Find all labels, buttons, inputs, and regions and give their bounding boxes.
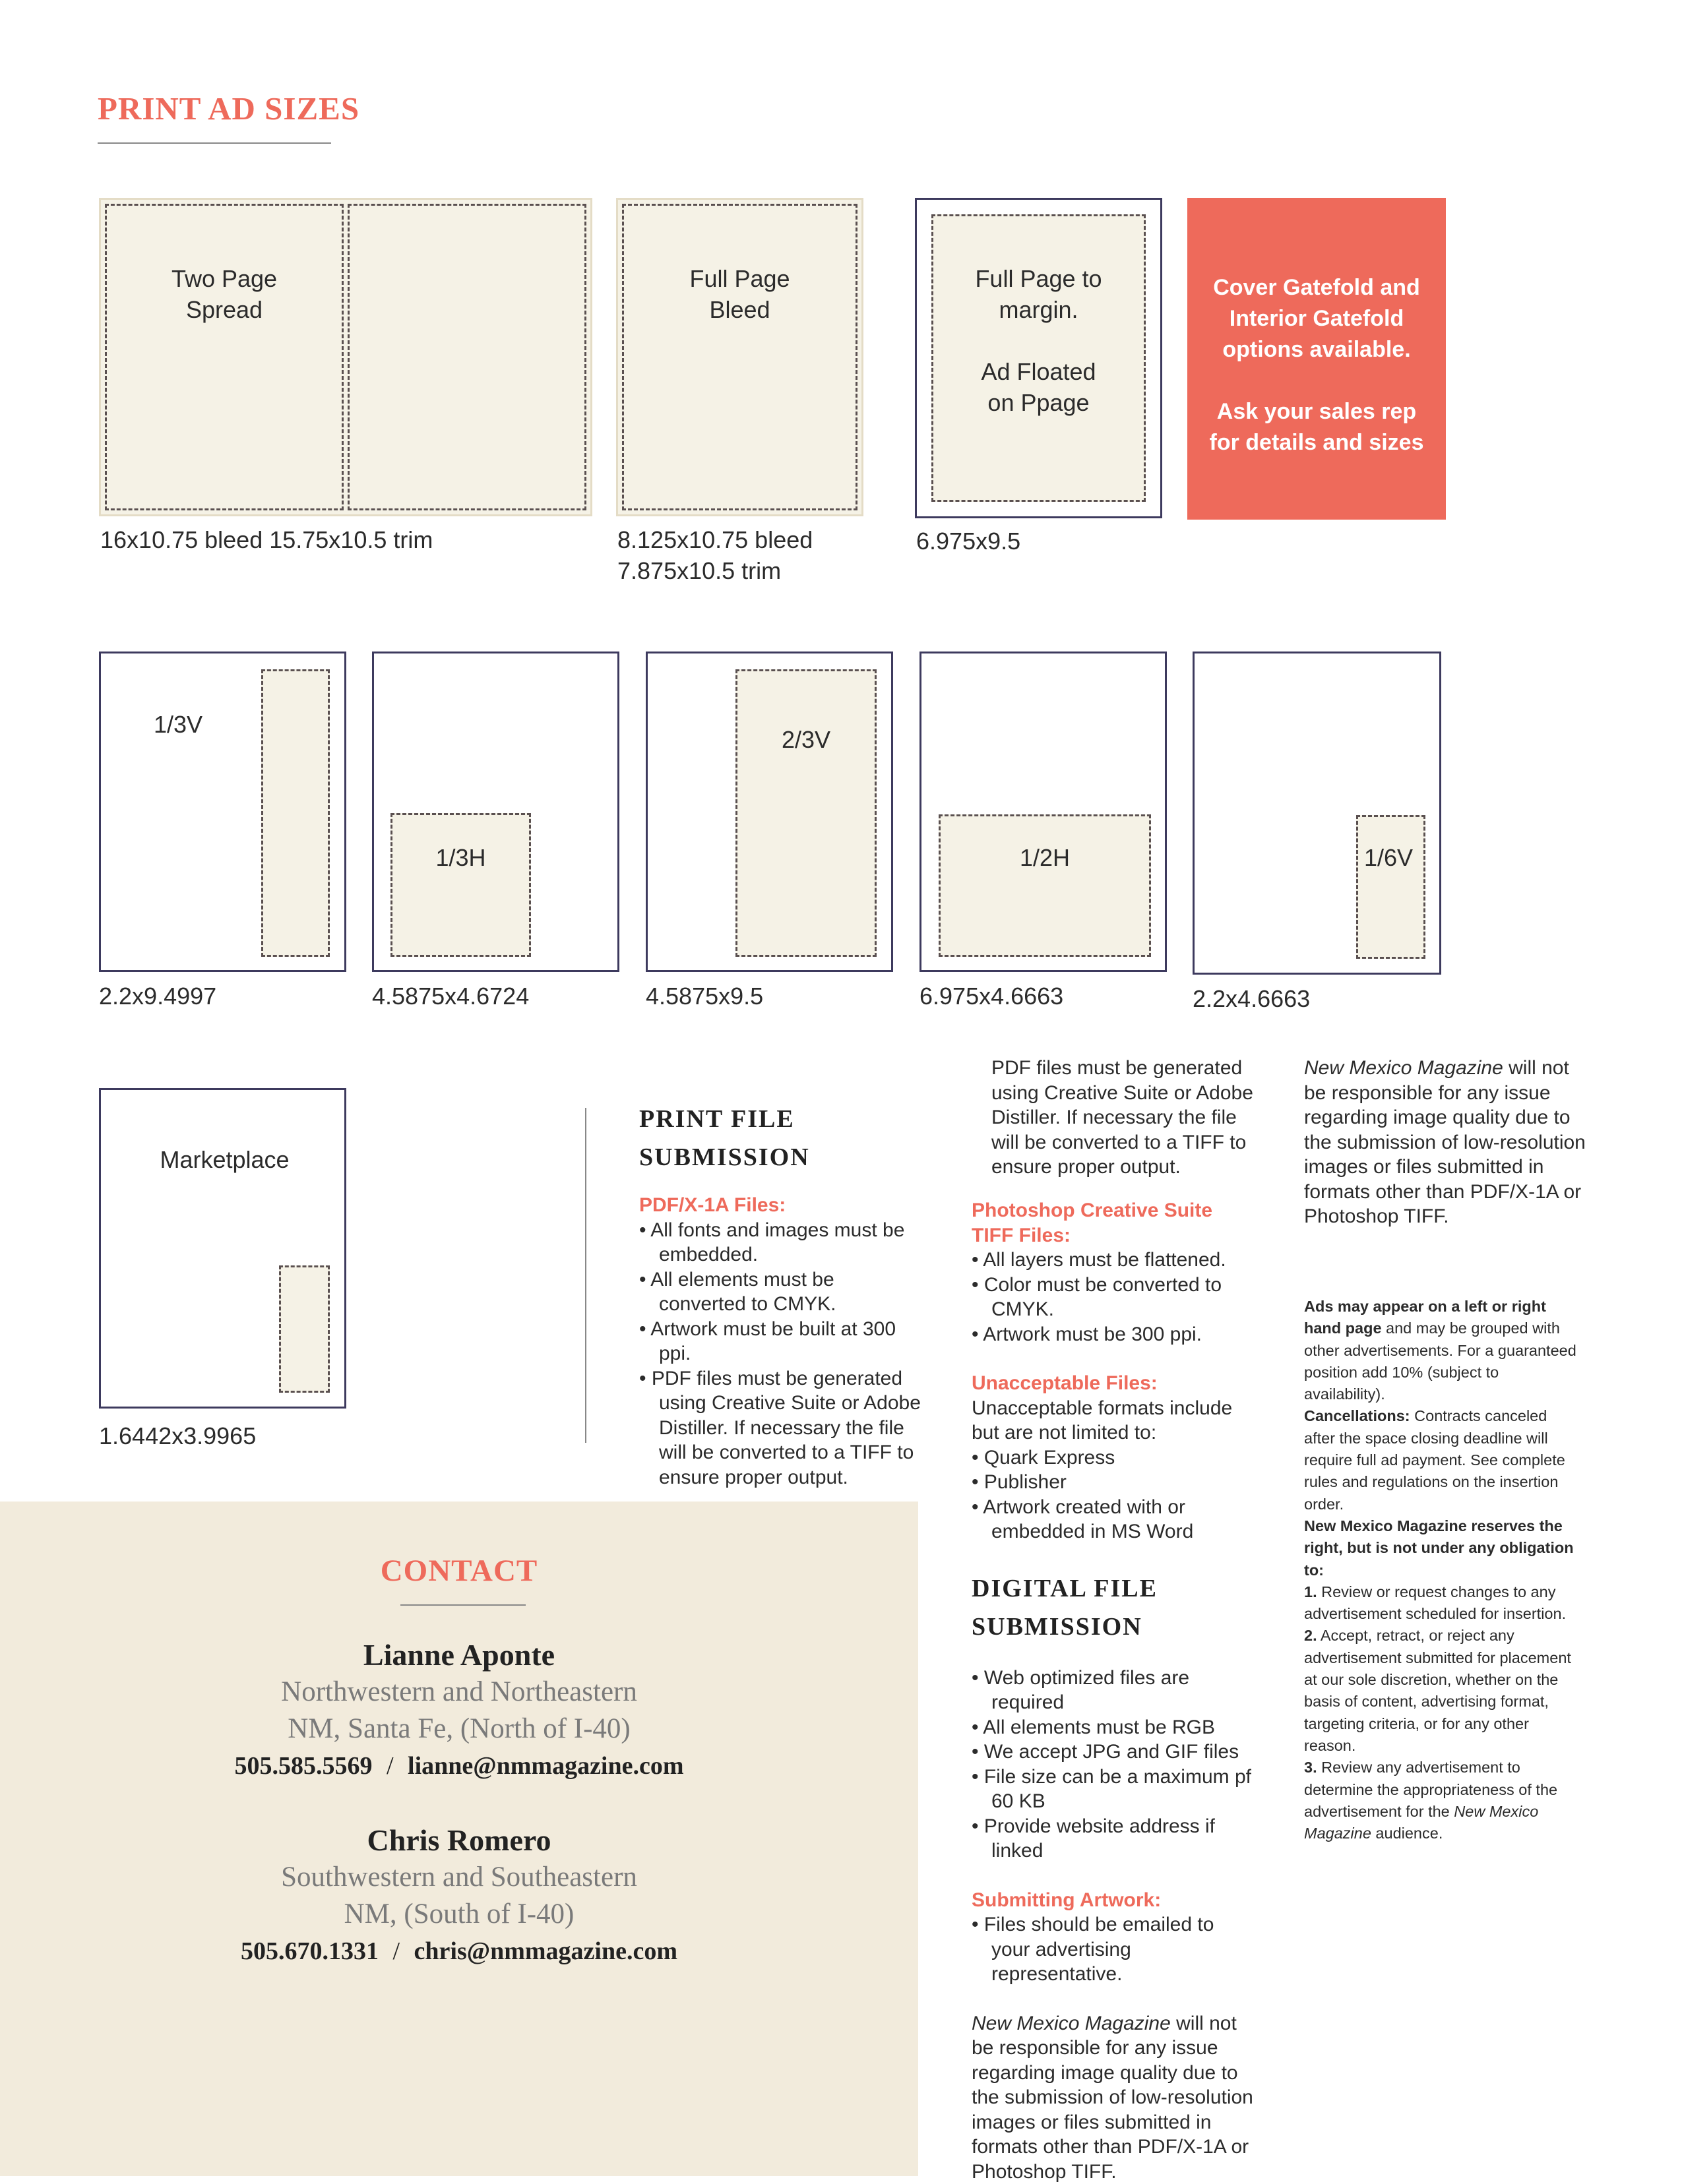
terms-item-3-text: Review any advertisement to determine the appropriateness of the advertisement for the — [1304, 1759, 1558, 1820]
disclaimer-magazine: New Mexico Magazine — [972, 2012, 1171, 2034]
two-page-spread-diagram — [99, 198, 592, 516]
half-horizontal-label: 1/2H — [1019, 844, 1071, 871]
reserves-terms — [1304, 1515, 1581, 1581]
gatefold-text: Cover Gatefold and Interior Gatefold options available. Ask your sales rep for details and sizes — [1209, 275, 1424, 455]
terms-item-2-text: Accept, retract, or reject any advertisement submitted for placement at our sole discretion, whether on the basis of content, advertising format, targeting criteria, or for any other reason. — [1304, 1627, 1571, 1754]
contact-title: CONTACT — [380, 1554, 538, 1588]
print-submission-col2 — [972, 1057, 1255, 2183]
digital-item: • All elements must be RGB — [972, 1715, 1255, 1740]
two-thirds-vertical-label: 2/3V — [781, 726, 831, 753]
margin-size: 6.975x9.5 — [916, 528, 1021, 555]
contact-card — [0, 1637, 918, 1784]
spread-size: 16x10.75 bleed 15.75x10.5 trim — [100, 526, 433, 553]
placement-bold: Ads may appear on a left or right hand page — [1304, 1298, 1546, 1337]
contact-name: Chris Romero — [367, 1823, 551, 1857]
cancellation-rest: Contracts canceled after the space closing deadline will require full ad payment. See complete rules and regulations on the insertion order. — [1304, 1407, 1565, 1513]
terms-column — [1304, 1057, 1588, 1844]
contact-phone[interactable]: 505.670.1331 — [240, 1937, 379, 1965]
print-submission-title-2: SUBMISSION — [639, 1143, 810, 1171]
digital-submission-title-1: DIGITAL FILE — [972, 1574, 1158, 1602]
unacceptable-intro: Unacceptable formats include but are not limited to: — [972, 1397, 1233, 1443]
pdf-item: • All elements must be converted to CMYK. — [639, 1267, 923, 1317]
one-sixth-vertical-label: 1/6V — [1364, 844, 1414, 871]
digital-submission-title-2: SUBMISSION — [972, 1612, 1142, 1641]
half-horizontal-area — [939, 814, 1151, 957]
disclaimer-continued-text — [1304, 1056, 1588, 1229]
tiff-item: • All layers must be flattened. — [972, 1248, 1255, 1273]
digital-list — [972, 1666, 1255, 1864]
bleed-label: Full Page Bleed — [689, 265, 790, 323]
contact-phone[interactable]: 505.585.5569 — [234, 1752, 373, 1780]
terms-item-1 — [1304, 1581, 1581, 1757]
artwork-list — [972, 1912, 1255, 1987]
two-thirds-vertical-area — [735, 669, 877, 957]
one-third-horizontal-area — [390, 813, 531, 957]
pdf-list — [639, 1218, 923, 1488]
marketplace-label: Marketplace — [160, 1146, 290, 1173]
full-page-bleed-diagram — [616, 198, 863, 516]
disclaimer-continued-rest: will not be responsible for any issue regarding image quality due to the submission of low-resolution images or files submitted in formats other than PDF/X-1A or Photoshop TIFF. — [1304, 1057, 1586, 1227]
pdf-item-continued — [972, 1057, 1255, 1180]
one-third-vertical-size: 2.2x9.4997 — [99, 983, 217, 1010]
disclaimer-continued — [1304, 1057, 1588, 1254]
digital-item: • Provide website address if linked — [972, 1814, 1255, 1864]
terms-item-3-num: 3. — [1304, 1759, 1317, 1776]
spread-label: Two Page Spread — [171, 265, 278, 323]
disclaimer — [972, 2011, 1255, 2183]
unacceptable-item: • Artwork created with or embedded in MS Word — [972, 1495, 1255, 1544]
bleed-trim-area — [622, 204, 857, 510]
half-horizontal-size: 6.975x4.6663 — [919, 983, 1064, 1010]
one-third-vertical-label: 1/3V — [154, 711, 203, 738]
gatefold-callout — [1187, 198, 1446, 520]
print-submission-title-1: PRINT FILE — [639, 1105, 795, 1133]
page-title: PRINT AD SIZES — [98, 90, 360, 127]
contact-region: Southwestern and Southeastern NM, (South of I-40) — [281, 1862, 637, 1929]
disclaimer-text: will not be responsible for any issue regarding image quality due to the submission of low-resolution images or files submitted in formats other than PDF/X-1A or Photoshop TIFF. — [972, 2012, 1253, 2183]
one-third-vertical-area — [261, 669, 330, 957]
bleed-size: 8.125x10.75 bleed 7.875x10.5 trim — [617, 526, 813, 584]
marketplace-size: 1.6442x3.9965 — [99, 1422, 257, 1449]
terms-item-3 — [1304, 1757, 1581, 1844]
artwork-item: • Files should be emailed to your advertising representative. — [972, 1912, 1255, 1987]
unacceptable-heading: Unacceptable Files: — [972, 1372, 1158, 1394]
terms-item-2-num: 2. — [1304, 1627, 1317, 1645]
spread-left-page — [105, 204, 344, 510]
digital-item: • We accept JPG and GIF files — [972, 1740, 1255, 1765]
contact-line — [0, 1747, 918, 1784]
pdf-item: • All fonts and images must be embedded. — [639, 1218, 923, 1267]
tiff-item: • Color must be converted to CMYK. — [972, 1273, 1255, 1322]
ad-one-sixth-vertical — [1193, 652, 1441, 975]
unacceptable-item: • Publisher — [972, 1470, 1255, 1495]
ad-one-third-horizontal — [372, 652, 619, 972]
ad-marketplace — [99, 1088, 346, 1409]
pdf-item: • PDF files must be generated using Creative Suite or Adobe Distiller. If necessary the file will be converted to a TIFF to ensure proper output. — [639, 1366, 923, 1416]
ad-one-third-vertical — [99, 652, 346, 972]
one-sixth-vertical-size: 2.2x4.6663 — [1193, 985, 1311, 1012]
digital-item: • Web optimized files are required — [972, 1666, 1255, 1715]
contact-separator: / — [386, 1752, 394, 1780]
placement-rest: and may be grouped with other advertisements. For a guaranteed position add 10% (subject to availability). — [1304, 1320, 1576, 1403]
contact-card — [0, 1822, 918, 1970]
pdf-item-continued-text: PDF files must be generated using Creative Suite or Adobe Distiller. If necessary the file will be converted to a TIFF to ensure proper output. — [991, 1057, 1253, 1178]
terms-item-1-num: 1. — [1304, 1583, 1317, 1600]
terms-text — [1304, 1296, 1581, 1844]
disclaimer-continued-magazine: New Mexico Magazine — [1304, 1057, 1503, 1079]
pdf-item: • Artwork must be built at 300 ppi. — [639, 1317, 923, 1366]
unacceptable-item: • Quark Express — [972, 1445, 1255, 1471]
one-third-horizontal-size: 4.5875x4.6724 — [372, 983, 530, 1010]
unacceptable-list — [972, 1445, 1255, 1544]
placement-terms — [1304, 1296, 1581, 1405]
tiff-item: • Artwork must be 300 ppi. — [972, 1322, 1255, 1347]
contact-name: Lianne Aponte — [363, 1638, 555, 1672]
title-underline — [98, 142, 331, 144]
column-divider — [585, 1108, 586, 1443]
contact-separator: / — [392, 1937, 400, 1965]
contact-email[interactable]: chris@nmmagazine.com — [414, 1937, 677, 1965]
cancellation-terms — [1304, 1405, 1581, 1515]
two-thirds-vertical-size: 4.5875x9.5 — [646, 983, 764, 1010]
cancellation-bold: Cancellations: — [1304, 1407, 1410, 1425]
tiff-list — [972, 1248, 1255, 1347]
tiff-heading: Photoshop Creative Suite TIFF Files: — [972, 1199, 1213, 1246]
one-third-horizontal-label: 1/3H — [435, 844, 486, 871]
contact-line — [0, 1933, 918, 1970]
pdf-heading: PDF/X-1A Files: — [639, 1194, 786, 1216]
terms-item-1-text: Review or request changes to any advertisement scheduled for insertion. — [1304, 1583, 1567, 1623]
margin-label: Full Page to margin. Ad Floated on Ppage — [975, 265, 1102, 416]
marketplace-area — [279, 1265, 330, 1393]
terms-item-3-end: audience. — [1371, 1825, 1443, 1842]
full-page-margin-diagram — [915, 198, 1162, 518]
contact-email[interactable]: lianne@nmmagazine.com — [408, 1752, 684, 1780]
contact-panel — [0, 1502, 918, 2176]
contact-region: Northwestern and Northeastern NM, Santa Fe, (North of I-40) — [281, 1676, 637, 1744]
digital-item: • File size can be a maximum pf 60 KB — [972, 1765, 1255, 1814]
contact-underline — [400, 1604, 526, 1606]
terms-item-3-magazine: New Mexico Magazine — [1304, 1802, 1539, 1842]
artwork-heading: Submitting Artwork: — [972, 1889, 1162, 1911]
ad-half-horizontal — [919, 652, 1167, 972]
spread-right-page — [348, 204, 586, 510]
one-sixth-vertical-area — [1356, 815, 1425, 959]
reserves-bold: New Mexico Magazine reserves the right, but is not under any obligation to: — [1304, 1517, 1574, 1579]
print-submission-col1 — [639, 1100, 923, 1488]
ad-two-thirds-vertical — [646, 652, 893, 972]
